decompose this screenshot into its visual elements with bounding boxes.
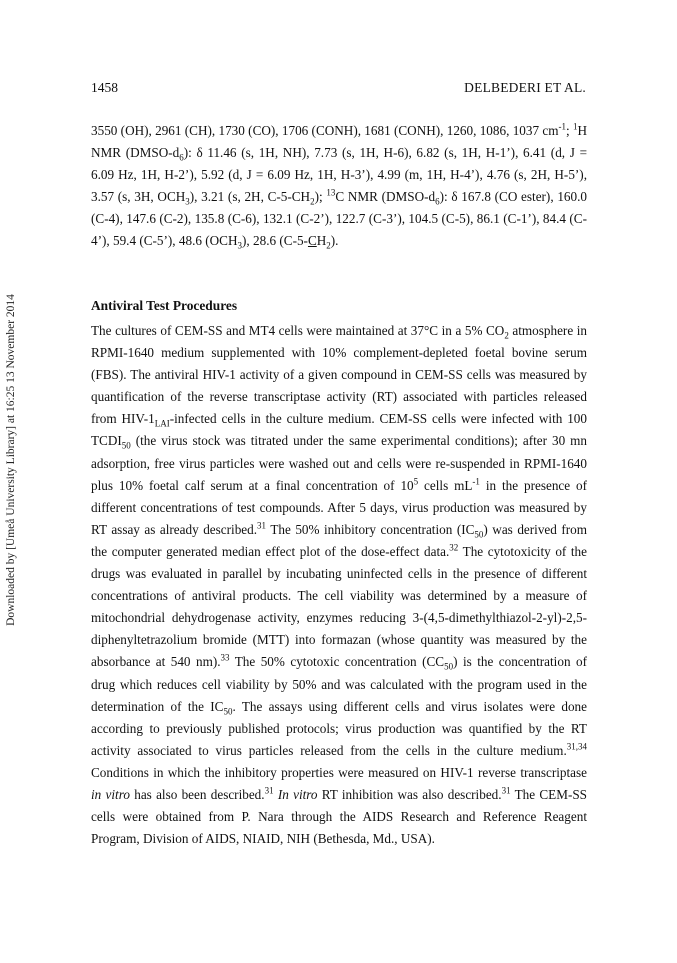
section-heading: Antiviral Test Procedures bbox=[91, 298, 238, 313]
spectral-data-paragraph bbox=[91, 120, 587, 253]
page-number: 1458 bbox=[91, 80, 118, 95]
spectral-data-text: 3550 (OH), 2961 (CH), 1730 (CO), 1706 (CONH), 1681 (CONH), 1260, 1086, 1037 $cm^{-1}$; $^1$H NMR $(DMSO-d_6)$: δ 11.46 (s, 1H, NH), 7.73 (s, 1H, H-6), 6.82 (s, 1H, H-1’), 6.41 (d, J = 6.09 Hz, 1H, H-2’), 5.92 (d, J = 6.09 Hz, 1H, H-3’), 4.99 (m, 1H, H-4’), 4.76 (s, 2H, H-5’), 3.57 (s, 3H, $OCH_3$), 3.21 (s, 2H, $C-5-CH_2$); $^{13}$C NMR $(DMSO-d_6)$: δ 167.8 (CO ester), 160.0 (C-4), 147.6 (C-2), 135.8 (C-6), 132.1 (C-2’), 122.7 (C-3’), 104.5 (C-5), 86.1 (C-1’), 84.4 (C-4’), 59.4 (C-5’), 48.6 $(OCH_3)$, 28.6 $(C-5-CH_2)$. bbox=[91, 121, 588, 252]
download-watermark bbox=[4, 180, 18, 740]
page-header bbox=[91, 80, 586, 100]
body-paragraph: The cultures of CEM-SS and MT4 cells were maintained at 37°C in a 5% $CO_2$ atmosphere in RPMI-1640 medium supplemented with 10% complement-depleted foetal bovine serum (FBS). The antiviral HIV-1 activity of a given compound in CEM-SS cells was measured by quantification of the reverse transcriptase activity (RT) associated with particles released from HIV-$1_{LAI}$-infected cells in the culture medium. CEM-SS cells were infected with 100 $TCDI_{50}$ (the virus stock was titrated under the same experimental conditions); after 30 mn adsorption, free virus particles were washed out and cells were re-suspended in RPMI-1640 plus 10% foetal calf serum at a final concentration of $10^5$ cells $mL^{-1}$ in the presence of different concentrations of test compounds. After 5 days, virus production was measured by RT assay as already described.$^{31}$ The 50% inhibitory concentration $(IC_{50})$ was derived from the computer generated median effect plot of the dose-effect data.$^{32}$ The cytotoxicity of the drugs was evaluated in parallel by incubating uninfected cells in the presence of different concentrations of antiviral products. The cell viability was determined by a measure of mitochondrial dehydrogenase activity, enzymes reducing 3-(4,5-dimethylthiazol-2-yl)-2,5-diphenyltetrazolium bromide (MTT) into formazan (whose quantity was measured by the absorbance at 540 nm).$^{33}$ The 50% cytotoxic concentration $(CC_{50})$ is the concentration of drug which reduces cell viability by 50% and was calculated with the program used in the determination of the $IC_{50}$. The assays using different cells and virus isolates were done according to previously published protocols; virus production was quantified by the RT activity associated to virus particles released from the cells in the culture medium.$^{31,34}$ Conditions in which the inhibitory properties were measured on HIV-1 reverse transcriptase in vitro has also been described.$^{31}$ In vitro RT inhibition was also described.$^{31}$ The CEM-SS cells were obtained from P. Nara through the AIDS Research and Reference Reagent Program, Division of AIDS, NIAID, NIH (Bethesda, Md., USA). bbox=[91, 323, 588, 847]
running-head: DELBEDERI ET AL. bbox=[464, 80, 586, 95]
download-note: Downloaded by [Umeå University Library] at 16:25 13 November 2014 bbox=[5, 294, 17, 626]
